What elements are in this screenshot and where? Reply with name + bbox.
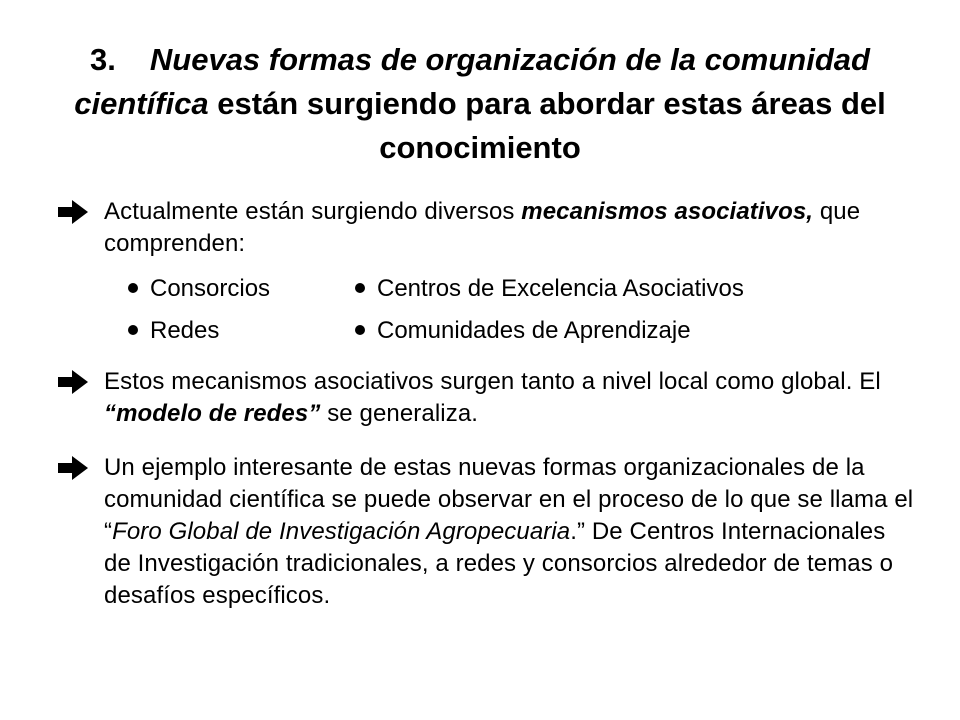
title-rest: están surgiendo para abordar estas áreas del conocimiento bbox=[208, 86, 886, 165]
bullet-text: Actualmente están surgiendo diversos mecanismos asociativos, que comprenden: bbox=[104, 198, 861, 257]
list-item: Consorcios bbox=[128, 273, 270, 305]
list-item: Redes bbox=[128, 315, 219, 347]
right-arrow-icon bbox=[58, 370, 92, 394]
title-number: 3. bbox=[90, 42, 116, 77]
title-italic: Nuevas formas de organización de la comunidad científica bbox=[74, 42, 870, 121]
bullet-dot-icon bbox=[128, 325, 138, 335]
list-item: Centros de Excelencia Asociativos bbox=[355, 273, 744, 305]
list-item: Comunidades de Aprendizaje bbox=[355, 315, 691, 347]
bullet-text: Un ejemplo interesante de estas nuevas formas organizacionales de la comunidad científica se puede observar en el proceso de lo que se llama el “Foro Global de Investigación Agropecuaria.” De Centros Internacionales de Investigación tradicionales, a redes y consorcios alrededor de temas o desafíos específicos. bbox=[104, 454, 914, 609]
bullet-dot-icon bbox=[355, 325, 365, 335]
right-arrow-icon bbox=[58, 200, 92, 224]
bullet-dot-icon bbox=[355, 283, 365, 293]
bullet-text: Estos mecanismos asociativos surgen tanto a nivel local como global. El “modelo de redes” se generaliza. bbox=[104, 368, 881, 427]
right-arrow-icon bbox=[58, 456, 92, 480]
slide-title bbox=[60, 38, 900, 170]
bullet-dot-icon bbox=[128, 283, 138, 293]
